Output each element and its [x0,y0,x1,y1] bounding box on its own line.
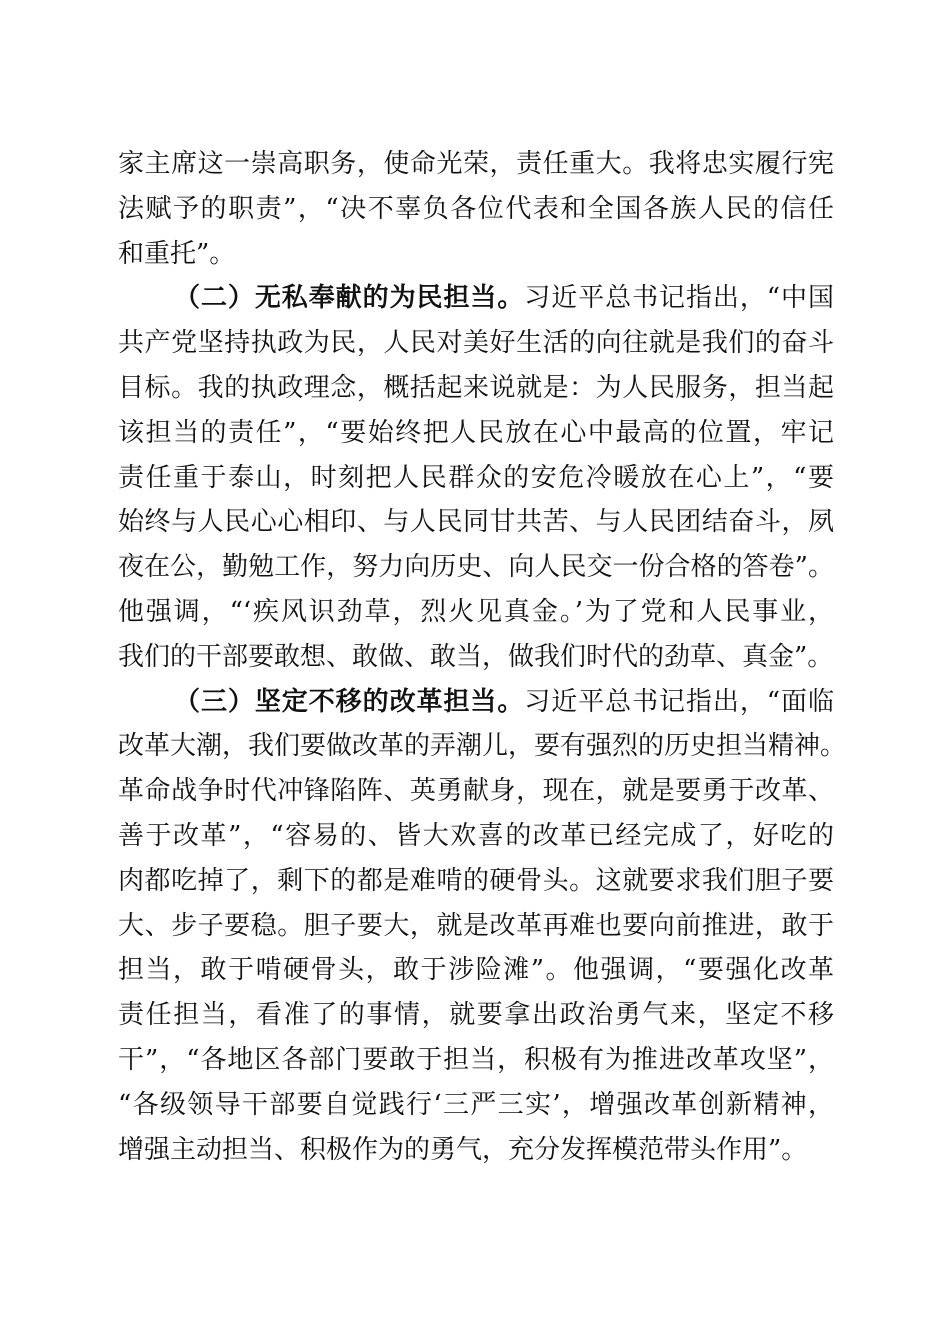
text-line [118,680,834,725]
document-body [118,142,847,1172]
text-line: 始终与人民心心相印、与人民同甘共苦、与人民团结奋斗，夙 [118,507,834,538]
text-line: 改革大潮，我们要做改革的弄潮儿，要有强烈的历史担当精神。 [118,731,847,762]
text-line: 大、步子要稳。胆子要大，就是改革再难也要向前推进，敢于 [118,910,834,941]
paragraph-2 [118,276,834,679]
text-line: 责任担当，看准了的事情，就要拿出政治勇气来，坚定不移 [118,1000,834,1031]
text-line: 夜在公，勤勉工作，努力向历史、向人民交一份合格的答卷”。 [118,552,834,583]
text-line: 善于改革”，“容易的、皆大欢喜的改革已经完成了，好吃的 [118,820,834,851]
text-line: 家主席这一崇高职务，使命光荣，责任重大。我将忠实履行宪 [118,149,834,179]
text-line: 干”，“各地区各部门要敢于担当，积极有为推进改革攻坚”， [118,1044,834,1075]
text-run: 习近平总书记指出，“面临 [524,686,834,717]
text-line [118,276,834,321]
text-run: 习近平总书记指出，“中国 [524,283,834,314]
section-heading: （三）坚定不移的改革担当。 [174,686,525,717]
text-line: 责任重于泰山，时刻把人民群众的安危冷暖放在心上”，“要 [118,462,834,493]
text-line: 法赋予的职责”，“决不辜负各位代表和全国各族人民的信任 [118,193,834,224]
text-line: 和重托”。 [118,238,236,269]
paragraph-1 [118,142,834,276]
text-line: 肉都吃掉了，剩下的都是难啃的硬骨头。这就要求我们胆子要 [118,865,834,896]
text-line: 该担当的责任”，“要始终把人民放在心中最高的位置，牢记 [118,417,834,448]
text-line: 他强调，“‘疾风识劲草，烈火见真金。’为了党和人民事业， [118,596,834,627]
text-line: 我们的干部要敢想、敢做、敢当，做我们时代的劲草、真金”。 [118,641,834,672]
text-line: 革命战争时代冲锋陷阵、英勇献身，现在，就是要勇于改革、 [118,776,834,807]
text-line: 担当，敢于啃硬骨头，敢于涉险滩”。他强调，“要强化改革 [118,955,834,986]
paragraph-3 [118,680,847,1173]
section-heading: （二）无私奉献的为民担当。 [174,283,525,314]
text-line: 增强主动担当、积极作为的勇气，充分发挥模范带头作用”。 [118,1134,808,1165]
text-line: 目标。我的执政理念，概括起来说就是：为人民服务，担当起 [118,372,834,403]
text-line: 共产党坚持执政为民，人民对美好生活的向往就是我们的奋斗 [118,328,834,359]
text-line: “各级领导干部要自觉践行‘三严三实’，增强改革创新精神， [118,1089,834,1120]
